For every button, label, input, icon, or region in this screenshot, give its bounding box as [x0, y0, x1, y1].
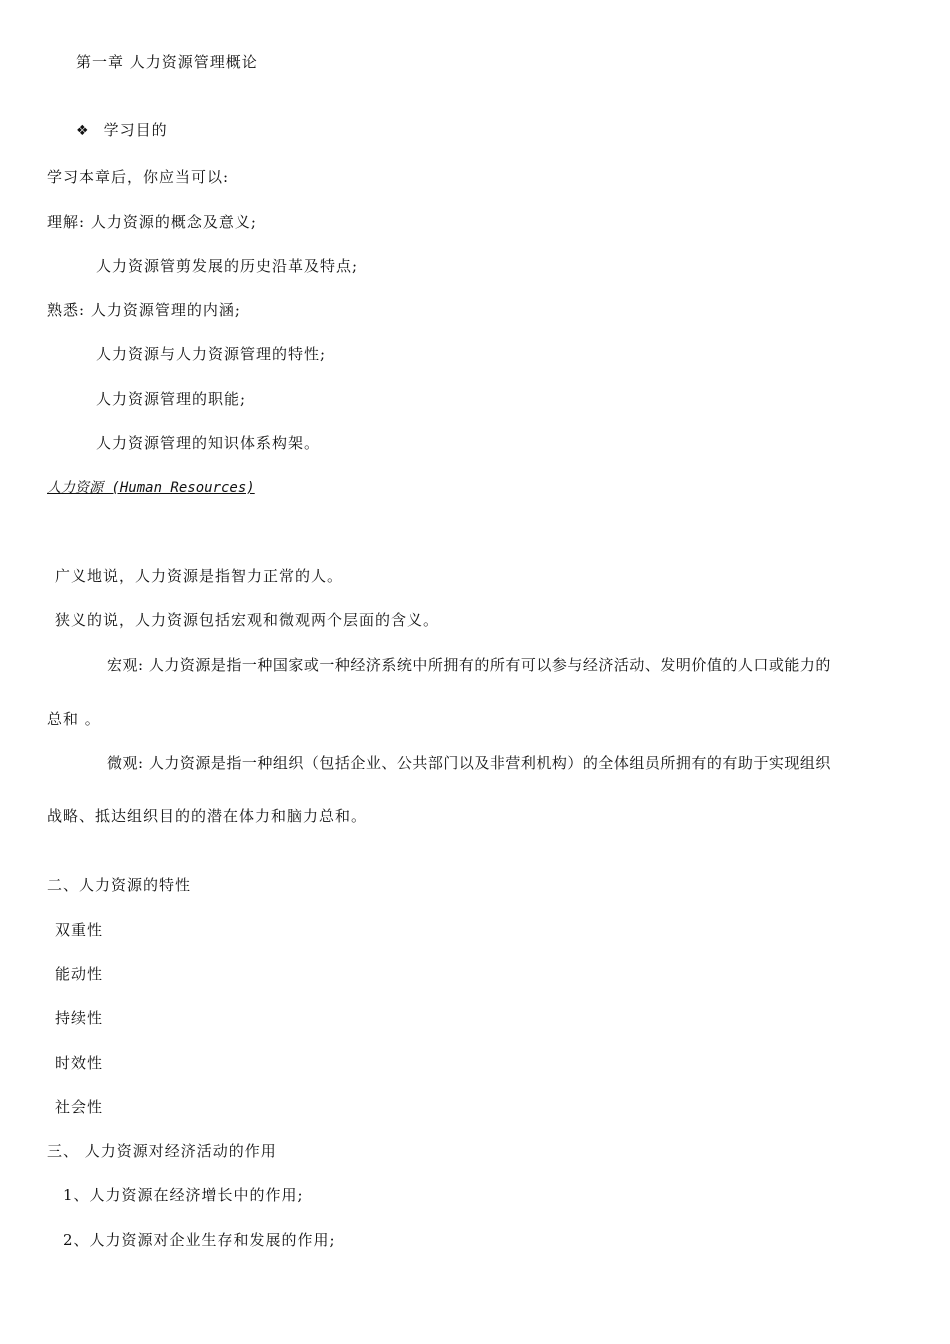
objectives-heading: 学习目的 — [103, 121, 168, 139]
objectives-heading-row — [76, 120, 168, 141]
trait-item: 双重性 — [55, 921, 104, 939]
familiar-item-4: 人力资源管理的知识体系构架。 — [96, 434, 321, 452]
understand-item-1: 理解: 人力资源的概念及意义; — [47, 213, 257, 231]
role-item: 1、人力资源在经济增长中的作用; — [63, 1186, 304, 1204]
broad-definition: 广义地说，人力资源是指智力正常的人。 — [55, 567, 344, 585]
chapter-title: 第一章 人力资源管理概论 — [76, 53, 258, 71]
trait-item: 持续性 — [55, 1009, 104, 1027]
familiar-item-1: 熟悉: 人力资源管理的内涵; — [47, 301, 241, 319]
role-item: 2、人力资源对企业生存和发展的作用; — [63, 1231, 336, 1249]
familiar-item-3: 人力资源管理的职能; — [96, 390, 247, 408]
macro-definition-line-2: 总和 。 — [47, 710, 101, 728]
role-heading: 三、 人力资源对经济活动的作用 — [47, 1142, 277, 1160]
diamond-bullet-icon: ❖ — [76, 123, 90, 139]
understand-item-2: 人力资源管剪发展的历史沿革及特点; — [96, 257, 359, 275]
traits-heading: 二、人力资源的特性 — [47, 876, 192, 894]
macro-definition-line-1: 宏观: 人力资源是指一种国家或一种经济系统中所拥有的所有可以参与经济活动、发明价值的人口或能力的 — [107, 656, 831, 674]
micro-definition-line-2: 战略、抵达组织目的的潜在体力和脑力总和。 — [47, 807, 368, 825]
narrow-definition: 狭义的说，人力资源包括宏观和微观两个层面的含义。 — [55, 611, 440, 629]
objectives-intro: 学习本章后，你应当可以: — [47, 168, 230, 186]
trait-item: 能动性 — [55, 965, 104, 983]
familiar-item-2: 人力资源与人力资源管理的特性; — [96, 345, 327, 363]
micro-definition-line-1: 微观: 人力资源是指一种组织（包括企业、公共部门以及非营利机构）的全体组员所拥有的有助于实现组织 — [107, 754, 831, 772]
trait-item: 社会性 — [55, 1098, 104, 1116]
trait-item: 时效性 — [55, 1054, 104, 1072]
hr-section-title: 人力资源 (Human Resources) — [47, 480, 255, 496]
